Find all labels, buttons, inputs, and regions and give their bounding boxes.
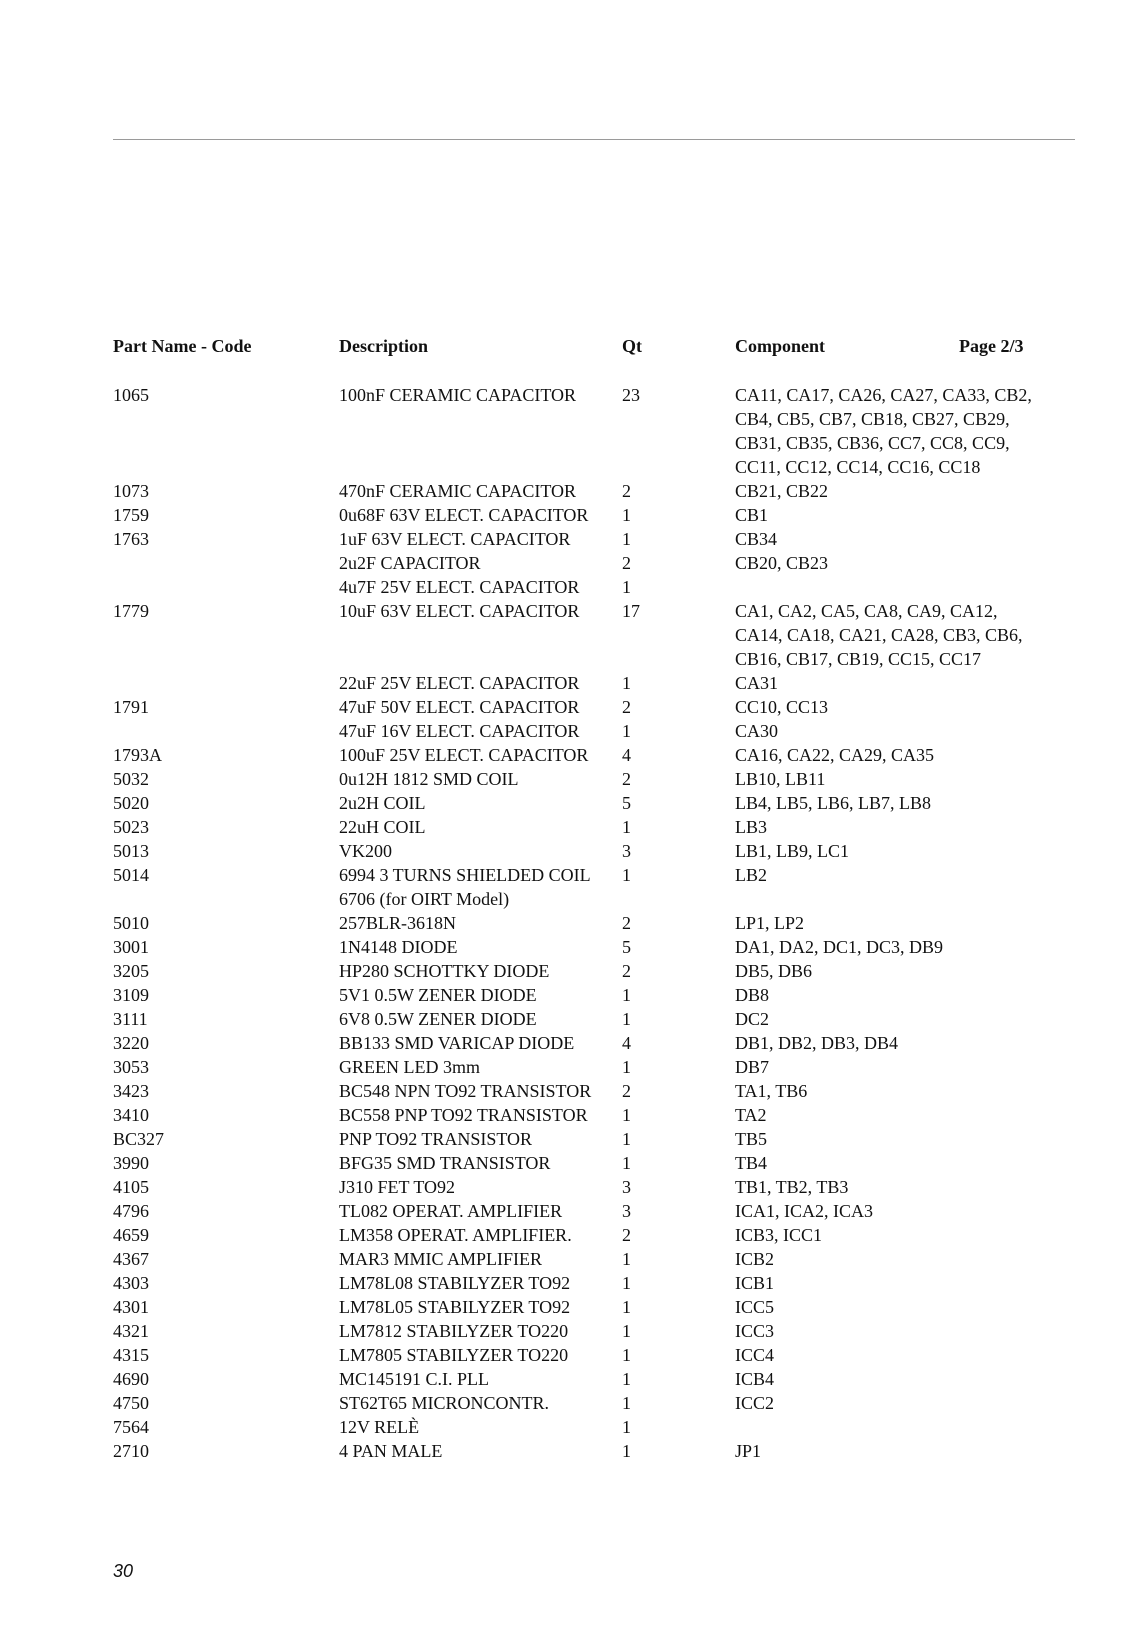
part-description: 4u7F 25V ELECT. CAPACITOR — [339, 577, 580, 597]
table-row — [0, 383, 1127, 479]
table-row — [0, 1343, 1127, 1367]
part-description: 6994 3 TURNS SHIELDED COIL — [339, 865, 591, 885]
table-row — [0, 719, 1127, 743]
part-description: 257BLR-3618N — [339, 913, 456, 933]
part-quantity: 2 — [622, 961, 631, 981]
part-code: 3053 — [113, 1057, 149, 1077]
part-components: TA2 — [735, 1105, 767, 1125]
part-description: 100uF 25V ELECT. CAPACITOR — [339, 745, 589, 765]
part-description: MAR3 MMIC AMPLIFIER — [339, 1249, 543, 1269]
part-components: DB1, DB2, DB3, DB4 — [735, 1033, 899, 1053]
part-description: PNP TO92 TRANSISTOR — [339, 1129, 533, 1149]
table-row — [0, 1151, 1127, 1175]
part-description: BFG35 SMD TRANSISTOR — [339, 1153, 551, 1173]
part-components: DB7 — [735, 1057, 770, 1077]
part-components: DC2 — [735, 1009, 770, 1029]
part-code: 3423 — [113, 1081, 149, 1101]
part-components: LB4, LB5, LB6, LB7, LB8 — [735, 793, 932, 813]
page-number: 30 — [113, 1561, 134, 1581]
table-row — [0, 1175, 1127, 1199]
part-code: 5020 — [113, 793, 149, 813]
part-description: J310 FET TO92 — [339, 1177, 456, 1197]
part-description: 1uF 63V ELECT. CAPACITOR — [339, 529, 571, 549]
part-quantity: 23 — [622, 385, 640, 405]
part-quantity: 1 — [622, 529, 631, 549]
part-description: 10uF 63V ELECT. CAPACITOR — [339, 601, 580, 621]
part-code: 2710 — [113, 1441, 149, 1461]
table-row — [0, 1439, 1127, 1463]
part-code: 1791 — [113, 697, 149, 717]
table-row — [0, 1367, 1127, 1391]
table-row — [0, 863, 1127, 887]
page-indicator: Page 2/3 — [959, 336, 1024, 356]
table-row — [0, 1223, 1127, 1247]
part-description: MC145191 C.I. PLL — [339, 1369, 490, 1389]
part-description: VK200 — [339, 841, 392, 861]
part-description: TL082 OPERAT. AMPLIFIER — [339, 1201, 563, 1221]
part-quantity: 1 — [622, 1369, 631, 1389]
part-code: 3990 — [113, 1153, 149, 1173]
part-description: LM78L05 STABILYZER TO92 — [339, 1297, 571, 1317]
table-row — [0, 1415, 1127, 1439]
part-components: ICC2 — [735, 1393, 775, 1413]
part-components: CA31 — [735, 673, 779, 693]
part-quantity: 1 — [622, 985, 631, 1005]
part-components: CB20, CB23 — [735, 553, 829, 573]
part-components: CB21, CB22 — [735, 481, 829, 501]
part-description: LM7812 STABILYZER TO220 — [339, 1321, 569, 1341]
part-quantity: 1 — [622, 1273, 631, 1293]
part-description: 22uH COIL — [339, 817, 426, 837]
part-components: ICA1, ICA2, ICA3 — [735, 1201, 873, 1221]
part-description: BC558 PNP TO92 TRANSISTOR — [339, 1105, 588, 1125]
part-description: 6706 (for OIRT Model) — [339, 889, 510, 909]
part-components: ICC3 — [735, 1321, 775, 1341]
part-quantity: 1 — [622, 1129, 631, 1149]
part-code: 4321 — [113, 1321, 149, 1341]
part-components: DB8 — [735, 985, 770, 1005]
part-quantity: 1 — [622, 673, 631, 693]
part-description: GREEN LED 3mm — [339, 1057, 480, 1077]
part-code: 3205 — [113, 961, 149, 981]
table-row — [0, 839, 1127, 863]
part-components: LB3 — [735, 817, 768, 837]
table-row — [0, 815, 1127, 839]
part-description: LM358 OPERAT. AMPLIFIER. — [339, 1225, 572, 1245]
part-code: 4303 — [113, 1273, 149, 1293]
part-code: 4659 — [113, 1225, 149, 1245]
part-code: 4367 — [113, 1249, 149, 1269]
part-description: HP280 SCHOTTKY DIODE — [339, 961, 550, 981]
part-components: TB4 — [735, 1153, 768, 1173]
part-description: LM78L08 STABILYZER TO92 — [339, 1273, 571, 1293]
part-components: LB1, LB9, LC1 — [735, 841, 850, 861]
table-row — [0, 1271, 1127, 1295]
part-code: 1073 — [113, 481, 149, 501]
table-row — [0, 1127, 1127, 1151]
part-components: LP1, LP2 — [735, 913, 805, 933]
part-quantity: 2 — [622, 913, 631, 933]
table-row — [0, 1031, 1127, 1055]
part-components: CA30 — [735, 721, 779, 741]
part-description: BC548 NPN TO92 TRANSISTOR — [339, 1081, 592, 1101]
part-quantity: 1 — [622, 865, 631, 885]
part-components: ICB2 — [735, 1249, 775, 1269]
part-description: BB133 SMD VARICAP DIODE — [339, 1033, 575, 1053]
part-description: LM7805 STABILYZER TO220 — [339, 1345, 569, 1365]
part-quantity: 1 — [622, 1105, 631, 1125]
part-code: 4796 — [113, 1201, 149, 1221]
table-row — [0, 911, 1127, 935]
part-description: 0u68F 63V ELECT. CAPACITOR — [339, 505, 589, 525]
part-description: 4 PAN MALE — [339, 1441, 443, 1461]
header-description: Description — [339, 336, 428, 356]
part-components: ICC4 — [735, 1345, 775, 1365]
table-row — [0, 551, 1127, 575]
top-rule — [113, 139, 1075, 140]
table-row — [0, 1199, 1127, 1223]
table-row — [0, 599, 1127, 671]
part-components: TB1, TB2, TB3 — [735, 1177, 849, 1197]
table-row — [0, 575, 1127, 599]
table-row — [0, 887, 1127, 911]
part-quantity: 2 — [622, 1081, 631, 1101]
part-components: ICC5 — [735, 1297, 775, 1317]
part-code: 3111 — [113, 1009, 148, 1029]
part-components: ICB4 — [735, 1369, 775, 1389]
table-row — [0, 1079, 1127, 1103]
part-components: CB1 — [735, 505, 769, 525]
part-code: 3220 — [113, 1033, 149, 1053]
part-description: 0u12H 1812 SMD COIL — [339, 769, 519, 789]
part-quantity: 5 — [622, 937, 631, 957]
part-quantity: 1 — [622, 1321, 631, 1341]
part-quantity: 1 — [622, 505, 631, 525]
part-quantity: 1 — [622, 1057, 631, 1077]
part-quantity: 1 — [622, 817, 631, 837]
part-code: 4301 — [113, 1297, 149, 1317]
part-quantity: 2 — [622, 1225, 631, 1245]
table-row — [0, 1103, 1127, 1127]
table-row — [0, 959, 1127, 983]
part-quantity: 4 — [622, 1033, 631, 1053]
part-quantity: 17 — [622, 601, 640, 621]
header-component: Component — [735, 336, 826, 356]
part-components: CA16, CA22, CA29, CA35 — [735, 745, 935, 765]
part-quantity: 4 — [622, 745, 631, 765]
part-quantity: 1 — [622, 1441, 631, 1461]
part-code: 4105 — [113, 1177, 149, 1197]
part-components: ICB1 — [735, 1273, 775, 1293]
part-code: 4690 — [113, 1369, 149, 1389]
table-row — [0, 1319, 1127, 1343]
table-row — [0, 983, 1127, 1007]
table-row — [0, 1055, 1127, 1079]
table-row — [0, 1007, 1127, 1031]
part-code: 4315 — [113, 1345, 149, 1365]
part-code: 1763 — [113, 529, 149, 549]
part-description: 5V1 0.5W ZENER DIODE — [339, 985, 537, 1005]
part-description: ST62T65 MICRONCONTR. — [339, 1393, 550, 1413]
part-quantity: 1 — [622, 1393, 631, 1413]
table-row — [0, 479, 1127, 503]
part-components: LB10, LB11 — [735, 769, 826, 789]
part-code: 7564 — [113, 1417, 149, 1437]
part-quantity: 5 — [622, 793, 631, 813]
part-description: 2u2H COIL — [339, 793, 426, 813]
parts-table — [0, 383, 1127, 1463]
part-code: 1779 — [113, 601, 149, 621]
part-description: 47uF 16V ELECT. CAPACITOR — [339, 721, 580, 741]
part-description: 1N4148 DIODE — [339, 937, 458, 957]
table-row — [0, 695, 1127, 719]
part-quantity: 3 — [622, 841, 631, 861]
part-components: LB2 — [735, 865, 768, 885]
table-row — [0, 527, 1127, 551]
part-quantity: 1 — [622, 1297, 631, 1317]
part-components: DB5, DB6 — [735, 961, 813, 981]
part-components: CA11, CA17, CA26, CA27, CA33, CB2, CB4, CB5, CB7, CB18, CB27, CB29, CB31, CB35, CB36, CC7, CC8, CC9, CC11, CC12, CC14, CC16, CC18 — [735, 385, 1032, 477]
part-code: 1793A — [113, 745, 162, 765]
part-components: JP1 — [735, 1441, 762, 1461]
part-quantity: 2 — [622, 769, 631, 789]
part-components: TB5 — [735, 1129, 768, 1149]
part-code: 3001 — [113, 937, 149, 957]
table-row — [0, 1247, 1127, 1271]
part-quantity: 1 — [622, 1249, 631, 1269]
part-code: 5010 — [113, 913, 149, 933]
table-row — [0, 1391, 1127, 1415]
part-quantity: 2 — [622, 697, 631, 717]
part-quantity: 1 — [622, 721, 631, 741]
part-code: 5032 — [113, 769, 149, 789]
table-header — [0, 336, 1127, 360]
part-description: 47uF 50V ELECT. CAPACITOR — [339, 697, 580, 717]
table-row — [0, 1295, 1127, 1319]
part-description: 12V RELÈ — [339, 1417, 420, 1437]
part-quantity: 3 — [622, 1177, 631, 1197]
part-code: 1759 — [113, 505, 149, 525]
part-code: 5013 — [113, 841, 149, 861]
table-row — [0, 503, 1127, 527]
part-quantity: 1 — [622, 1417, 631, 1437]
part-code: 4750 — [113, 1393, 149, 1413]
part-quantity: 2 — [622, 553, 631, 573]
part-description: 100nF CERAMIC CAPACITOR — [339, 385, 577, 405]
part-quantity: 1 — [622, 1009, 631, 1029]
part-quantity: 2 — [622, 481, 631, 501]
part-components: CB34 — [735, 529, 778, 549]
table-row — [0, 935, 1127, 959]
part-description: 2u2F CAPACITOR — [339, 553, 481, 573]
part-code: 5014 — [113, 865, 149, 885]
part-quantity: 1 — [622, 1153, 631, 1173]
part-description: 470nF CERAMIC CAPACITOR — [339, 481, 577, 501]
table-row — [0, 743, 1127, 767]
part-description: 6V8 0.5W ZENER DIODE — [339, 1009, 537, 1029]
part-code: 3109 — [113, 985, 149, 1005]
table-row — [0, 767, 1127, 791]
table-row — [0, 671, 1127, 695]
part-code: 1065 — [113, 385, 149, 405]
part-quantity: 1 — [622, 1345, 631, 1365]
table-row — [0, 791, 1127, 815]
header-qt: Qt — [622, 336, 642, 356]
part-quantity: 1 — [622, 577, 631, 597]
part-code: 3410 — [113, 1105, 149, 1125]
part-components: CC10, CC13 — [735, 697, 829, 717]
part-components: ICB3, ICC1 — [735, 1225, 823, 1245]
part-code: 5023 — [113, 817, 149, 837]
part-components: CA1, CA2, CA5, CA8, CA9, CA12, CA14, CA18, CA21, CA28, CB3, CB6, CB16, CB17, CB19, CC15, CC17 — [735, 601, 1023, 669]
part-quantity: 3 — [622, 1201, 631, 1221]
part-description: 22uF 25V ELECT. CAPACITOR — [339, 673, 580, 693]
part-components: DA1, DA2, DC1, DC3, DB9 — [735, 937, 944, 957]
header-code: Part Name - Code — [113, 336, 252, 356]
part-code: BC327 — [113, 1129, 165, 1149]
part-components: TA1, TB6 — [735, 1081, 808, 1101]
